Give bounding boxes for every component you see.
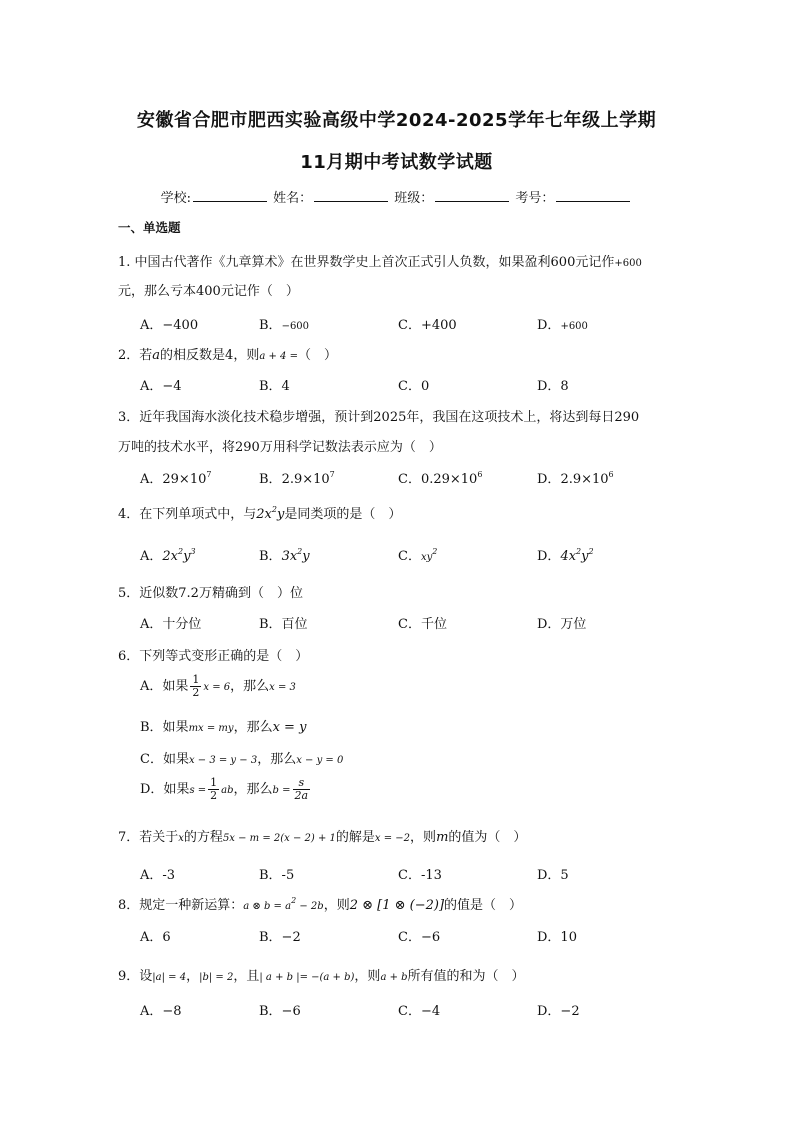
question-4-text-b: 是同类项的是（ ） xyxy=(284,507,402,522)
option-c[interactable]: C．千位 xyxy=(398,617,447,632)
question-1-value: +600 xyxy=(614,258,642,269)
question-9-text-a: 9．设 xyxy=(118,969,153,984)
fraction-numerator: s xyxy=(293,777,311,790)
option-c[interactable]: C．0 xyxy=(398,379,430,394)
question-4-text-a: 4．在下列单项式中，与 xyxy=(118,507,257,522)
question-8-text-c: 的值是（ ） xyxy=(444,898,523,913)
fraction-half xyxy=(190,674,201,699)
option-b[interactable]: B．-5 xyxy=(259,868,295,883)
class-label: 班级： xyxy=(394,191,434,206)
section-heading: 一、单选题 xyxy=(118,220,181,235)
question-9-abs-a: |a| = 4 xyxy=(152,972,187,983)
option-b-label: B． xyxy=(259,549,282,564)
question-1-line-2: 元，那么亏本400元记作（ ） xyxy=(118,284,299,299)
option-a-label: A． xyxy=(140,472,163,487)
option-a[interactable]: A．6 xyxy=(140,930,171,945)
option-d-right: b = xyxy=(272,785,291,796)
question-7-text-b: 的方程 xyxy=(183,830,223,845)
option-d[interactable]: D．10 xyxy=(537,930,577,945)
question-5: 5．近似数7.2万精确到（ ）位 xyxy=(118,586,303,601)
option-b-label: B．如果 xyxy=(140,720,189,735)
question-8-def-tail: − 2b xyxy=(296,901,324,912)
question-7-equation: 5x − m = 2(x − 2) + 1 xyxy=(222,833,336,844)
option-d-label: D． xyxy=(537,472,561,487)
question-4-term: $2x^2y$ xyxy=(256,505,285,522)
option-a-label: A．如果 xyxy=(140,679,189,694)
option-c-exp: 6 xyxy=(477,470,483,479)
question-9-abs-b: |b| = 2 xyxy=(199,972,234,983)
question-9-text-c: ，则 xyxy=(354,969,381,984)
option-b[interactable] xyxy=(259,468,335,487)
name-blank[interactable] xyxy=(314,190,388,202)
question-8-text-b: ，则 xyxy=(323,898,350,913)
school-label: 学校: xyxy=(160,191,191,206)
option-a[interactable]: A．十分位 xyxy=(140,617,202,632)
exam-title-line-1: 安徽省合肥市肥西实验高级中学2024-2025学年七年级上学期 xyxy=(136,110,657,131)
question-2-text-c: （ ） xyxy=(297,348,337,363)
question-2-text-b: 的相反数是4，则 xyxy=(160,348,260,363)
question-2 xyxy=(118,344,688,363)
question-7-options xyxy=(140,864,700,884)
question-1-options xyxy=(140,314,700,334)
option-d-label: D．如果 xyxy=(140,782,190,797)
option-d-exp: 6 xyxy=(608,470,614,479)
option-a[interactable] xyxy=(140,468,211,487)
option-a-right: x = 3 xyxy=(269,682,296,693)
question-2-text-a: 2．若 xyxy=(118,348,153,363)
option-b-right: x = y xyxy=(272,720,307,735)
option-c[interactable]: C．−4 xyxy=(398,1004,441,1019)
class-blank[interactable] xyxy=(435,190,509,202)
question-6: 6．下列等式变形正确的是（ ） xyxy=(118,649,309,664)
number-label: 考号： xyxy=(515,191,555,206)
fraction-denominator: 2a xyxy=(294,789,309,802)
option-c-right: x − y = 0 xyxy=(296,755,344,766)
option-a-left: x = 6 xyxy=(203,682,231,693)
school-blank[interactable] xyxy=(193,190,267,202)
option-d-label: D． xyxy=(537,318,561,333)
option-d-label: D． xyxy=(537,549,561,564)
option-d-mid: ，那么 xyxy=(233,782,273,797)
option-b-value: −600 xyxy=(281,321,310,332)
fraction-half xyxy=(208,777,219,802)
option-b[interactable] xyxy=(259,545,310,564)
question-1-text: 1. 中国古代著作《九章算术》在世界数学史上首次正式引人负数，如果盈利600元记作 xyxy=(118,255,615,270)
question-8-def-exp: 2 xyxy=(291,896,297,905)
number-blank[interactable] xyxy=(556,190,630,202)
option-d[interactable] xyxy=(537,545,594,564)
question-9-options xyxy=(140,1000,700,1020)
option-a-mid: ，那么 xyxy=(230,679,270,694)
option-a[interactable]: A．−400 xyxy=(140,318,199,333)
question-6-option-d[interactable] xyxy=(140,777,312,802)
option-b-left: mx = my xyxy=(188,723,234,734)
option-d[interactable]: D．8 xyxy=(537,379,569,394)
option-c[interactable] xyxy=(398,468,482,487)
option-b[interactable]: B．−2 xyxy=(259,930,301,945)
option-d-left-b: ab xyxy=(221,785,234,796)
question-8-def-head: a ⊗ b = a xyxy=(243,901,292,912)
fraction-numerator: 1 xyxy=(210,776,218,789)
option-b[interactable]: B．−6 xyxy=(259,1004,301,1019)
option-d-term: $4x^2y^2$ xyxy=(560,547,594,564)
option-d-left-a: s = xyxy=(189,785,207,796)
option-b[interactable]: B．4 xyxy=(259,379,290,394)
question-9-text-b: ，且 xyxy=(233,969,260,984)
option-a-term: $2x^2y^3$ xyxy=(162,547,196,564)
question-7-text-c: 的解是 xyxy=(335,830,375,845)
question-7-text-e: 的值为（ ） xyxy=(448,830,527,845)
option-a-exp: 7 xyxy=(206,470,212,479)
question-4 xyxy=(118,503,688,522)
option-b-exp: 7 xyxy=(329,470,335,479)
fraction-denominator: 2 xyxy=(192,686,200,699)
question-8-expr: 2 ⊗ [1 ⊗ (−2)] xyxy=(349,898,445,913)
option-c-label: C．如果 xyxy=(140,752,189,767)
option-c-base: 0.29×10 xyxy=(420,472,478,487)
question-7-solution: x = −2 xyxy=(374,833,411,844)
option-d[interactable]: D．−2 xyxy=(537,1004,580,1019)
option-d[interactable] xyxy=(537,314,588,333)
option-c-label: C． xyxy=(398,472,421,487)
option-d-value: +600 xyxy=(560,321,588,332)
option-c[interactable]: C．+400 xyxy=(398,318,457,333)
fraction-numerator: 1 xyxy=(192,673,200,686)
option-a-label: A． xyxy=(140,549,163,564)
option-a-base: 29×10 xyxy=(162,472,207,487)
question-7-var-x: x xyxy=(178,833,184,844)
question-4-options xyxy=(140,545,700,565)
question-9 xyxy=(118,965,688,984)
question-9-sep: ， xyxy=(186,969,200,984)
question-1-line-1 xyxy=(118,251,688,270)
option-a[interactable]: A．-3 xyxy=(140,868,176,883)
option-d[interactable]: D．万位 xyxy=(537,617,587,632)
option-b-base: 2.9×10 xyxy=(281,472,330,487)
fraction-s-over-2a xyxy=(293,777,311,802)
option-c[interactable]: C．-13 xyxy=(398,868,442,883)
question-2-options xyxy=(140,375,700,395)
option-c-label: C． xyxy=(398,549,421,564)
option-c-term: $xy^2$ xyxy=(420,547,438,563)
question-6-option-c[interactable] xyxy=(140,748,343,767)
option-a[interactable]: A．−8 xyxy=(140,1004,182,1019)
option-b-label: B． xyxy=(259,472,282,487)
question-7-text-a: 7．若关于 xyxy=(118,830,179,845)
question-7 xyxy=(118,826,688,845)
option-b-term: $3x^2y$ xyxy=(281,547,310,564)
student-info-row xyxy=(0,187,793,206)
option-c[interactable] xyxy=(398,545,437,564)
question-3-line-1: 3．近年我国海水淡化技术稳步增强，预计到2025年，我国在这项技术上，将达到每日290 xyxy=(118,410,640,425)
question-9-text-d: 所有值的和为（ ） xyxy=(407,969,525,984)
question-9-sum: a + b xyxy=(380,972,408,983)
option-b[interactable]: B．百位 xyxy=(259,617,308,632)
name-label: 姓名： xyxy=(273,191,313,206)
option-d[interactable] xyxy=(537,468,614,487)
exam-title-line-2: 11月期中考试数学试题 xyxy=(300,152,493,173)
option-c[interactable]: C．−6 xyxy=(398,930,441,945)
option-a[interactable] xyxy=(140,545,196,564)
question-8-text-a: 8．规定一种新运算： xyxy=(118,898,244,913)
option-d[interactable]: D．5 xyxy=(537,868,569,883)
option-b-mid: ，那么 xyxy=(233,720,273,735)
option-b-label: B． xyxy=(259,318,282,333)
question-6-option-a[interactable] xyxy=(140,674,296,699)
question-2-expr: a + 4 = xyxy=(259,351,298,362)
question-9-condition: | a + b |= −(a + b) xyxy=(259,972,355,983)
question-7-text-d: ，则 xyxy=(410,830,437,845)
question-3-line-2: 万吨的技术水平，将290万用科学记数法表示应为（ ） xyxy=(118,440,442,455)
question-3-options xyxy=(140,468,700,488)
question-5-options xyxy=(140,613,700,633)
question-8-def xyxy=(243,896,324,912)
question-8 xyxy=(118,894,688,913)
option-c-mid: ，那么 xyxy=(257,752,297,767)
question-7-var-m: m xyxy=(436,830,449,845)
question-2-var: a xyxy=(152,348,161,363)
option-c-left: x − 3 = y − 3 xyxy=(188,755,258,766)
option-b[interactable] xyxy=(259,314,309,333)
question-6-option-b[interactable] xyxy=(140,716,306,735)
fraction-denominator: 2 xyxy=(210,789,218,802)
option-d-base: 2.9×10 xyxy=(560,472,609,487)
question-8-options xyxy=(140,926,700,946)
option-a[interactable]: A．−4 xyxy=(140,379,182,394)
